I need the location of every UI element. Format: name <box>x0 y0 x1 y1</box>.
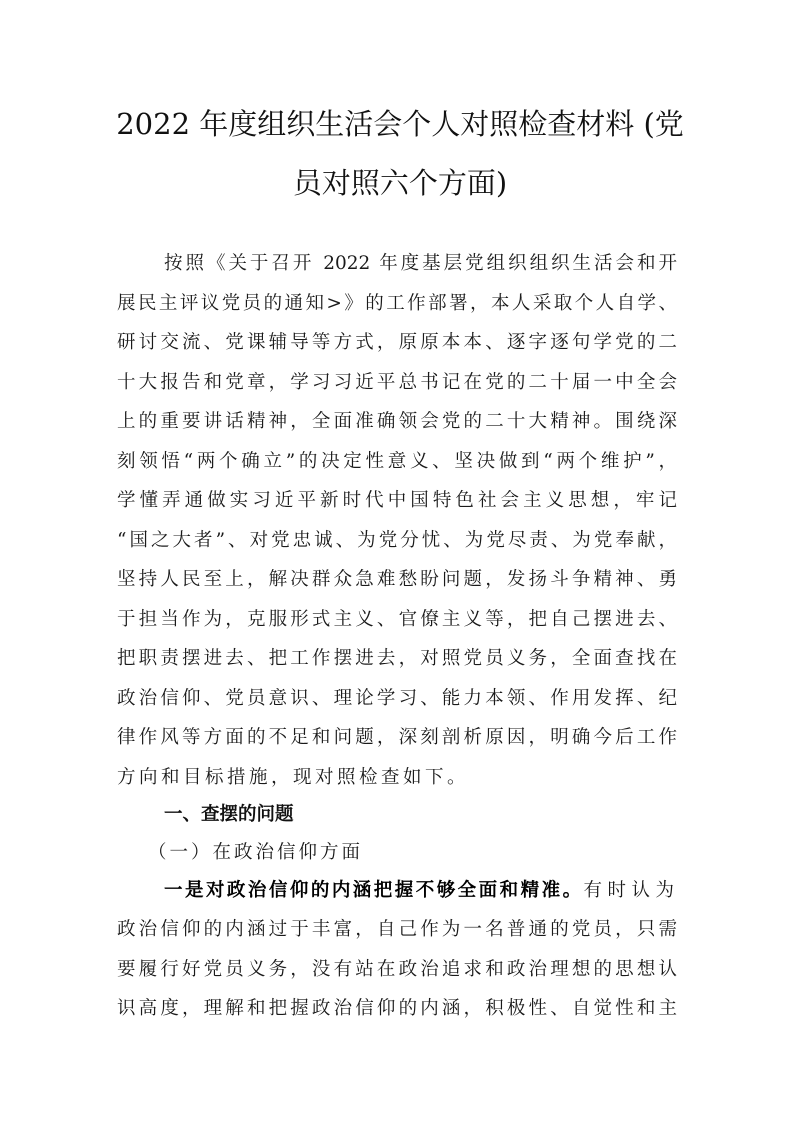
paragraph-line: 政治信仰的内涵过于丰富，自己作为一名普通的党员，只需 <box>117 919 677 940</box>
paragraph-line: 方向和目标措施，现对照检查如下。 <box>117 767 470 788</box>
paragraph-line: 展民主评议党员的通知>》的工作部署，本人采取个人自学、 <box>117 293 677 314</box>
paragraph-line: 把职责摆进去、把工作摆进去，对照党员义务，全面查找在 <box>117 648 677 669</box>
paragraph-line: 研讨交流、党课辅导等方式，原原本本、逐字逐句学党的二 <box>117 332 677 353</box>
paragraph-line: 学懂弄通做实习近平新时代中国特色社会主义思想，牢记 <box>117 490 677 511</box>
paragraph-line: 坚持人民至上，解决群众急难愁盼问题，发扬斗争精神、勇 <box>117 569 677 590</box>
document-title-line-2: 员对照六个方面) <box>292 166 508 200</box>
paragraph-line-with-lead <box>164 876 677 906</box>
bold-lead-sentence: 一是对政治信仰的内涵把握不够全面和精准。 <box>164 880 584 901</box>
paragraph-line: 政治信仰、党员意识、理论学习、能力本领、作用发挥、纪 <box>117 688 677 709</box>
subsection-heading: （一）在政治信仰方面 <box>148 842 364 863</box>
paragraph-line: 刻领悟“两个确立”的决定性意义、坚决做到“两个维护”， <box>117 451 677 472</box>
section-heading: 一、查摆的问题 <box>164 804 294 825</box>
paragraph-line: “国之大者”、对党忠诚、为党分忧、为党尽责、为党奉献， <box>117 530 677 551</box>
paragraph-line: 律作风等方面的不足和问题，深刻剖析原因，明确今后工作 <box>117 727 677 748</box>
paragraph-line: 十大报告和党章，学习习近平总书记在党的二十届一中全会 <box>117 372 677 393</box>
document-title-line-1: 2022 年度组织生活会个人对照检查材料 (党 <box>116 107 684 141</box>
paragraph-line: 识高度，理解和把握政治信仰的内涵，积极性、自觉性和主 <box>117 998 677 1019</box>
lead-line-rest: 有时认为 <box>583 880 677 901</box>
paragraph-line: 按照《关于召开 2022 年度基层党组织组织生活会和开 <box>164 253 677 274</box>
paragraph-line: 于担当作为，克服形式主义、官僚主义等，把自己摆进去、 <box>117 609 677 630</box>
paragraph-line: 上的重要讲话精神，全面准确领会党的二十大精神。围绕深 <box>117 411 677 432</box>
paragraph-line: 要履行好党员义务，没有站在政治追求和政治理想的思想认 <box>117 959 677 980</box>
